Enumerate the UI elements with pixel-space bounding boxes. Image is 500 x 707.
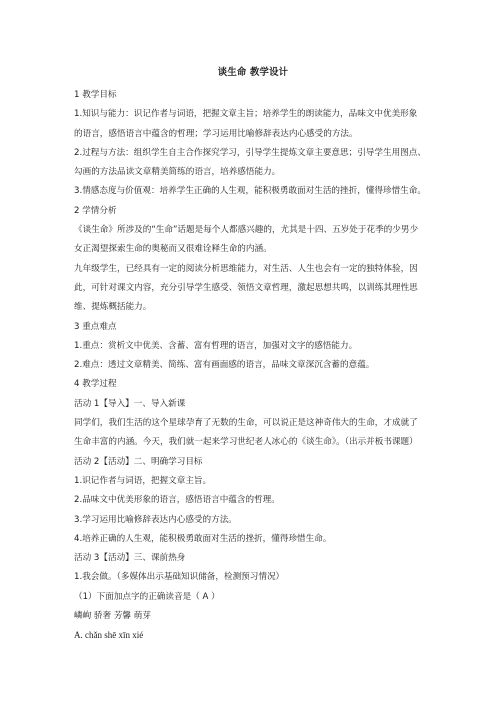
paragraph-line: 此，可针对课文内容，充分引导学生感受、领悟文章哲理，激起思想共鸣，以训练其理性思: [74, 282, 418, 293]
paragraph: [74, 260, 432, 318]
paragraph: [74, 144, 432, 183]
paragraph: [74, 414, 432, 453]
paragraph-line: 维、提炼概括能力。: [74, 302, 152, 313]
paragraph: [74, 221, 432, 260]
text-line: 嶙峋 骄奢 芳馨 萌芽: [74, 611, 151, 622]
text-line: 1.我会做。（多媒体出示基础知识储备，检测预习情况）: [74, 572, 285, 583]
text-line: 4.培养正确的人生观，能积极勇敢面对生活的挫折，懂得珍惜生命。: [74, 533, 332, 544]
section-heading: 1 教学目标: [74, 90, 117, 100]
document-title: 谈生命 教学设计: [217, 67, 289, 78]
paragraph-line: 2.过程与方法：组织学生自主合作探究学习，引导学生提炼文章主要意思；引导学生用图点、: [74, 147, 426, 158]
text-line: 活动 1【导入】一、导入新课: [74, 398, 186, 409]
paragraph-line: 1.知识与能力：识记作者与词语，把握文章主旨；培养学生的朗读能力，品味文中优美形象: [74, 109, 418, 120]
text-line: （1）下面加点字的正确读音是（ A ）: [74, 591, 220, 602]
paragraph-line: 九年级学生，已经具有一定的阅读分析思维能力，对生活、人生也会有一定的独特体验，因: [74, 263, 418, 274]
paragraph-line: 勾画的方法品读文章精美简练的语言，培养感悟能力。: [74, 167, 281, 178]
section-heading: 2 学情分析: [74, 205, 117, 216]
text-line: 2.品味文中优美形象的语言，感悟语言中蕴含的哲理。: [74, 495, 280, 506]
text-line: 活动 3【活动】三、课前热身: [74, 553, 186, 564]
paragraph-line: 《谈生命》所涉及的“生命”话题是每个人都感兴趣的，尤其是十四、五岁处于花季的少男少: [74, 225, 419, 236]
section-heading: 3 重点难点: [74, 321, 117, 332]
text-line: 3.学习运用比喻修辞表达内心感受的方法。: [74, 514, 237, 525]
paragraph: [74, 105, 432, 144]
text-line: 2.难点：透过文章精美、简练、富有画面感的语言，品味文章深沉含蓄的意蕴。: [74, 360, 375, 371]
paragraph-line: 的语言，感悟语言中蕴含的哲理；学习运用比喻修辞表达内心感受的方法。: [74, 128, 358, 139]
text-line: A. chǎn shē xīn xié: [74, 630, 144, 641]
text-line: 3.情感态度与价值观：培养学生正确的人生观，能积极勇敢面对生活的挫折，懂得珍惜生命。: [74, 186, 426, 197]
paragraph-line: 生命丰富的内涵。今天，我们就一起来学习世纪老人冰心的《谈生命》。（出示并板书课题）: [74, 437, 418, 448]
document-body: [74, 86, 432, 646]
text-line: 1.重点：赏析文中优美、含蓄、富有哲理的语言，加强对文字的感悟能力。: [74, 340, 358, 351]
text-line: 1.识记作者与词语，把握文章主旨。: [74, 475, 212, 486]
text-line: 活动 2【活动】二、明确学习目标: [74, 456, 203, 467]
paragraph-line: 女正渴望探索生命的奥秘而又很难诠释生命的内涵。: [74, 244, 272, 255]
section-heading: 4 教学过程: [74, 379, 117, 390]
paragraph-line: 同学们，我们生活的这个星球孕育了无数的生命，可以说正是这神奇伟大的生命，才成就了: [74, 418, 418, 429]
